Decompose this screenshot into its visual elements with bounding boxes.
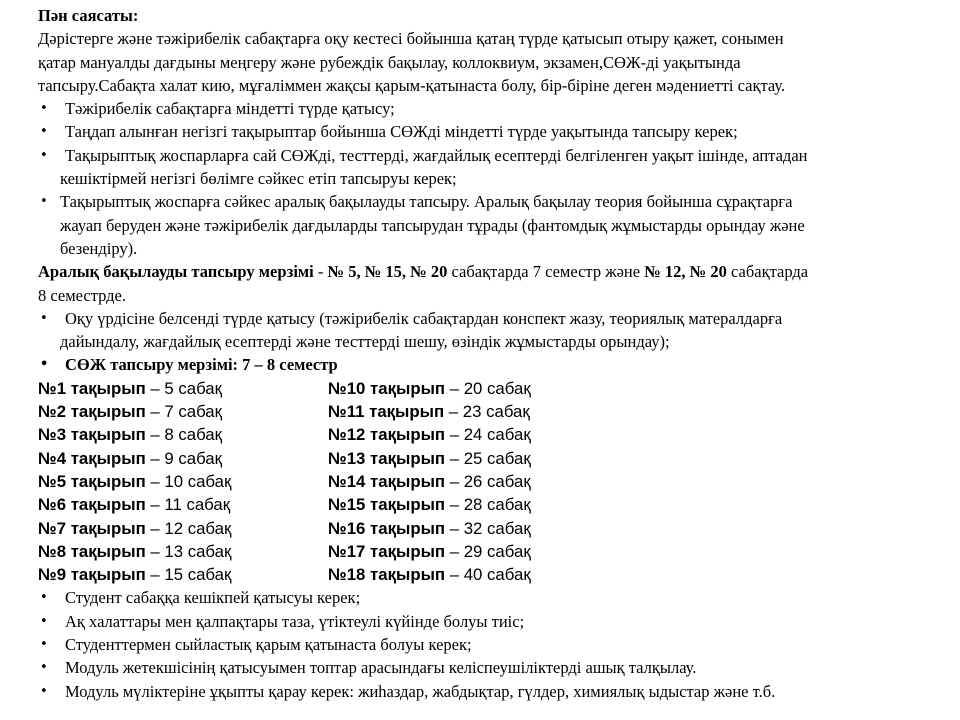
topic-row — [38, 400, 938, 423]
rule-text: Модуль жетекшісінің қатысуымен топтар арасындағы келіспеушіліктерді ашық талқылау. — [65, 658, 697, 678]
bullet-icon: • — [40, 613, 48, 629]
midterm-lessons-sem7: № 5, № 15, № 20 — [327, 262, 448, 282]
topic-number: №8 тақырып — [38, 541, 146, 561]
sozh-deadline: СӨЖ тапсыру мерзімі: 7 – 8 семестр — [65, 355, 338, 375]
rule-item — [38, 633, 938, 656]
topic-lesson: – 13 сабақ — [145, 541, 232, 561]
bullet-continuation: дайындалу, жағдайлық есептерді және тесттерді шешу, өзіндік жұмыстарды орындау); — [60, 332, 670, 352]
topic-row — [38, 377, 938, 400]
midterm-text: сабақтарда 7 семестр және — [447, 262, 645, 282]
rule-text: Модуль мүліктеріне ұқыпты қарау керек: жиһаздар, жабдықтар, гүлдер, химиялық ыдыстар және т.б. — [65, 681, 776, 701]
topic-lesson: – 29 сабақ — [445, 541, 531, 561]
policy-title: Пән саясаты: — [38, 6, 139, 25]
topic-lesson: – 7 сабақ — [145, 402, 222, 422]
topic-lesson: – 40 сабақ — [445, 565, 531, 585]
policy-intro-line: тапсыру.Сабақта халат кию, мұғаліммен жақсы қарым-қатынаста болу, бір-біріне деген мәдениетті сақтау. — [38, 75, 786, 95]
topic-number: №16 тақырып — [328, 518, 446, 538]
policy-bullet-item — [38, 144, 938, 167]
topic-lesson: – 26 сабақ — [445, 471, 531, 491]
bullet-icon: • — [40, 637, 48, 653]
rule-item — [38, 610, 938, 633]
topic-number: №10 тақырып — [328, 378, 446, 398]
topic-number: №18 тақырып — [328, 565, 446, 585]
document-body — [38, 4, 938, 703]
midterm-lessons-sem8: № 12, № 20 — [644, 262, 727, 282]
topic-cell-right — [328, 423, 531, 446]
topic-cell-left — [38, 447, 222, 470]
policy-intro-line: қатар мануалды дағдыны меңгеру және рубеждік бақылау, коллоквиум, экзамен,СӨЖ-ді уақытында — [38, 52, 741, 72]
topic-lesson: – 9 сабақ — [145, 448, 222, 468]
bullet-icon: • — [40, 683, 48, 699]
topics-schedule — [38, 377, 938, 587]
topic-number: №3 тақырып — [38, 425, 146, 445]
topic-cell-right — [328, 470, 531, 493]
topic-number: №11 тақырып — [328, 402, 445, 422]
rule-item — [38, 656, 938, 679]
topic-cell-right — [328, 377, 531, 400]
bullet-icon: • — [40, 310, 48, 326]
midterm-deadline-cont: 8 семестрде. — [38, 285, 127, 305]
topic-number: №14 тақырып — [328, 471, 446, 491]
topic-lesson: – 23 сабақ — [444, 402, 530, 422]
bullet-continuation: безендіру). — [60, 238, 138, 258]
topic-cell-left — [38, 540, 231, 563]
topic-row — [38, 470, 938, 493]
topic-cell-right — [328, 447, 531, 470]
topic-row — [38, 540, 938, 563]
topic-cell-right — [328, 563, 531, 586]
rule-item — [38, 680, 938, 703]
rules-list — [38, 586, 938, 702]
topic-number: №15 тақырып — [328, 495, 446, 515]
topic-cell-left — [38, 423, 222, 446]
topic-lesson: – 24 сабақ — [445, 425, 531, 445]
topic-lesson: – 11 сабақ — [145, 495, 231, 515]
topic-lesson: – 28 сабақ — [445, 495, 531, 515]
topic-cell-left — [38, 563, 231, 586]
topic-lesson: – 8 сабақ — [145, 425, 222, 445]
topic-cell-right — [328, 517, 531, 540]
rule-text: Ақ халаттары мен қалпақтары таза, үтіктеулі күйінде болуы тиіс; — [65, 611, 525, 631]
midterm-text: сабақтарда — [726, 262, 809, 282]
bullet-icon: • — [40, 147, 48, 163]
bullet-icon: • — [40, 590, 48, 606]
midterm-deadline — [38, 260, 938, 283]
rule-text: Студенттермен сыйластық қарым қатынаста болуы керек; — [65, 635, 472, 655]
topic-lesson: – 20 сабақ — [445, 378, 531, 398]
bullet-text: Тәжірибелік сабақтарға міндетті түрде қатысу; — [65, 99, 395, 119]
bullet-text: Оқу үрдісіне белсенді түрде қатысу (тәжірибелік сабақтардан конспект жазу, теориялық матералдарға — [65, 308, 783, 328]
topic-cell-right — [328, 493, 531, 516]
topic-number: №2 тақырып — [38, 402, 146, 422]
midterm-label: Аралық бақылауды тапсыру мерзімі — [38, 262, 314, 282]
topic-number: №9 тақырып — [38, 565, 146, 585]
topic-cell-right — [328, 540, 531, 563]
topic-cell-left — [38, 470, 231, 493]
topic-cell-left — [38, 517, 231, 540]
policy-bullet-item — [38, 97, 938, 120]
bullet-icon: • — [40, 357, 49, 373]
topic-lesson: – 5 сабақ — [145, 378, 222, 398]
topic-lesson: – 25 сабақ — [445, 448, 531, 468]
bullet-text: Тақырыптық жоспарларға сай СӨЖді, тесттерді, жағдайлық есептерді белгіленген уақыт ішінде, аптадан — [65, 145, 808, 165]
topic-cell-left — [38, 493, 230, 516]
topic-lesson: – 32 сабақ — [445, 518, 531, 538]
bullet-icon: • — [40, 660, 48, 676]
topic-number: №13 тақырып — [328, 448, 446, 468]
policy-intro-line: Дәрістерге және тәжірибелік сабақтарға оқу кестесі бойынша қатаң түрде қатысып отыру қажет, сонымен — [38, 29, 784, 49]
topic-row — [38, 517, 938, 540]
rule-item — [38, 586, 938, 609]
bullet-icon: • — [40, 101, 48, 117]
topic-number: №1 тақырып — [38, 378, 146, 398]
topic-lesson: – 10 сабақ — [145, 471, 232, 491]
topic-number: №6 тақырып — [38, 495, 146, 515]
policy-bullet-item — [38, 190, 938, 213]
sozh-deadline-item — [38, 353, 938, 376]
topic-lesson: – 15 сабақ — [145, 565, 232, 585]
topic-cell-left — [38, 377, 222, 400]
topic-row — [38, 447, 938, 470]
topic-number: №12 тақырып — [328, 425, 446, 445]
bullet-icon: • — [40, 124, 48, 140]
rule-text: Студент сабаққа кешікпей қатысуы керек; — [65, 588, 361, 608]
topic-row — [38, 563, 938, 586]
topic-cell-right — [328, 400, 530, 423]
topic-lesson: – 12 сабақ — [145, 518, 232, 538]
policy-bullet-item — [38, 120, 938, 143]
topic-cell-left — [38, 400, 222, 423]
topic-row — [38, 493, 938, 516]
midterm-separator: - — [313, 262, 328, 282]
study-bullet-item — [38, 307, 938, 330]
bullet-text: Тақырыптық жоспарға сәйкес аралық бақылауды тапсыру. Аралық бақылау теория бойынша сұрақтарға — [60, 192, 793, 212]
topic-number: №7 тақырып — [38, 518, 146, 538]
topic-number: №4 тақырып — [38, 448, 146, 468]
topic-number: №5 тақырып — [38, 471, 146, 491]
bullet-continuation: кешіктірмей негізгі бөлімге сәйкес етіп тапсыруы керек; — [60, 169, 457, 189]
bullet-icon: • — [40, 194, 48, 210]
bullet-continuation: жауап беруден және тәжірибелік дағдыларды тапсырудан тұрады (фантомдық жұмыстарды орындау және — [60, 215, 805, 235]
bullet-text: Таңдап алынған негізгі тақырыптар бойынша СӨЖді міндетті түрде уақытында тапсыру керек; — [65, 122, 738, 142]
topic-number: №17 тақырып — [328, 541, 446, 561]
topic-row — [38, 423, 938, 446]
